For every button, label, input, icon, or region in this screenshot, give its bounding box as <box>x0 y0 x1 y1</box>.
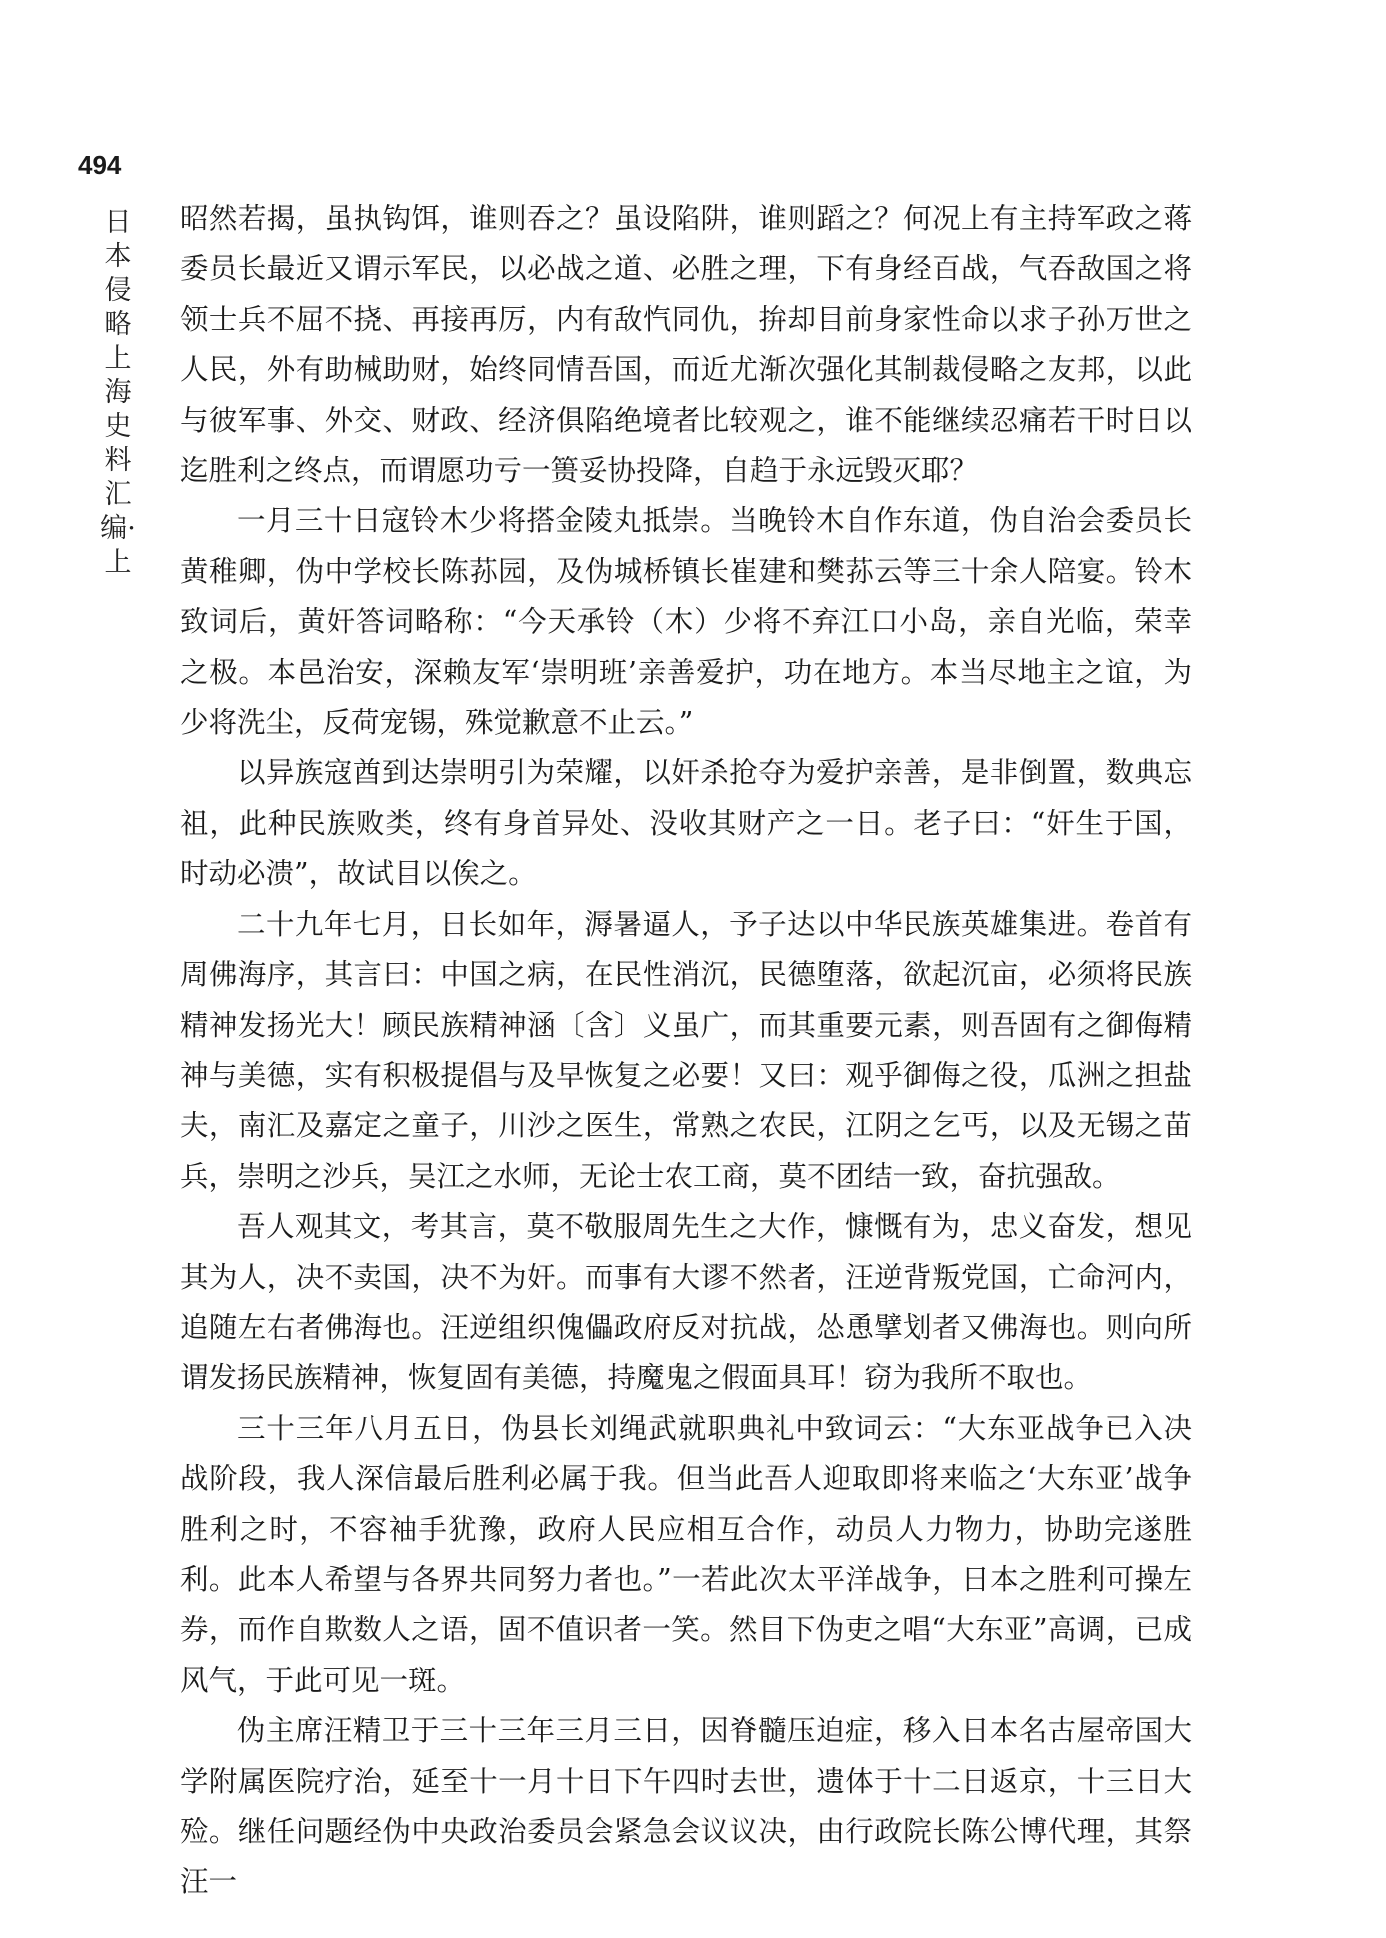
running-header: 日本侵略上海史料汇编·上 <box>100 207 136 578</box>
paragraph: 昭然若揭，虽执钩饵，谁则吞之？虽设陷阱，谁则蹈之？何况上有主持军政之蒋委员长最近又谓示军民，以必战之道、必胜之理，下有身经百战，气吞敌国之将领士兵不屈不挠、再接再厉，内有敌忾同仇，拚却目前身家性命以求子孙万世之人民，外有助械助财，始终同情吾国，而近尤渐次强化其制裁侵略之友邦，以此与彼军事、外交、财政、经济俱陷绝境者比较观之，谁不能继续忍痛若干时日以迄胜利之终点，而谓愿功亏一篑妥协投降，自趋于永远毁灭耶？ <box>180 202 1192 488</box>
paragraph: 伪主席汪精卫于三十三年三月三日，因脊髓压迫症，移入日本名古屋帝国大学附属医院疗治，延至十一月十日下午四时去世，遗体于十二日返京，十三日大殓。继任问题经伪中央政治委员会紧急会议议决，由行政院长陈公博代理，其祭汪一 <box>180 1714 1192 1899</box>
paragraph: 二十九年七月，日长如年，溽暑逼人，予子达以中华民族英雄集进。卷首有周佛海序，其言曰：中国之病，在民性消沉，民德堕落，欲起沉亩，必须将民族精神发扬光大！顾民族精神涵〔含〕义虽广，而其重要元素，则吾固有之御侮精神与美德，实有积极提倡与及早恢复之必要！又曰：观乎御侮之役，瓜洲之担盐夫，南汇及嘉定之童子，川沙之医生，常熟之农民，江阴之乞丐，以及无锡之苗兵，崇明之沙兵，吴江之水师，无论士农工商，莫不团结一致，奋抗强敌。 <box>180 907 1192 1193</box>
paragraph: 以异族寇酋到达崇明引为荣耀，以奸杀抢夺为爱护亲善，是非倒置，数典忘祖，此种民族败类，终有身首异处、没收其财产之一日。老子曰：“奸生于国，时动必溃”，故试目以俟之。 <box>180 756 1192 891</box>
paragraph: 吾人观其文，考其言，莫不敬服周先生之大作，慷慨有为，忠义奋发，想见其为人，决不卖国，决不为奸。而事有大谬不然者，汪逆背叛党国，亡命河内，追随左右者佛海也。汪逆组织傀儡政府反对抗战，怂恿擘划者又佛海也。则向所谓发扬民族精神，恢复固有美德，持魔鬼之假面具耳！窃为我所不取也。 <box>180 1210 1192 1395</box>
body-text <box>180 194 1192 1908</box>
paragraph: 三十三年八月五日，伪县长刘绳武就职典礼中致词云：“大东亚战争已入决战阶段，我人深信最后胜利必属于我。但当此吾人迎取即将来临之‘大东亚’战争胜利之时，不容袖手犹豫，政府人民应相互合作，动员人力物力，协助完遂胜利。此本人希望与各界共同努力者也。”一若此次太平洋战争，日本之胜利可操左券，而作自欺数人之语，固不值识者一笑。然目下伪吏之唱“大东亚”高调，已成风气，于此可见一斑。 <box>180 1411 1192 1697</box>
paragraph: 一月三十日寇铃木少将搭金陵丸抵崇。当晚铃木自作东道，伪自治会委员长黄稚卿，伪中学校长陈荪园，及伪城桥镇长崔建和樊荪云等三十余人陪宴。铃木致词后，黄奸答词略称：“今天承铃（木）少将不弃江口小岛，亲自光临，荣幸之极。本邑治安，深赖友军‘崇明班’亲善爱护，功在地方。本当尽地主之谊，为少将洗尘，反荷宠锡，殊觉歉意不止云。” <box>180 504 1192 740</box>
page-number: 494 <box>78 150 122 180</box>
